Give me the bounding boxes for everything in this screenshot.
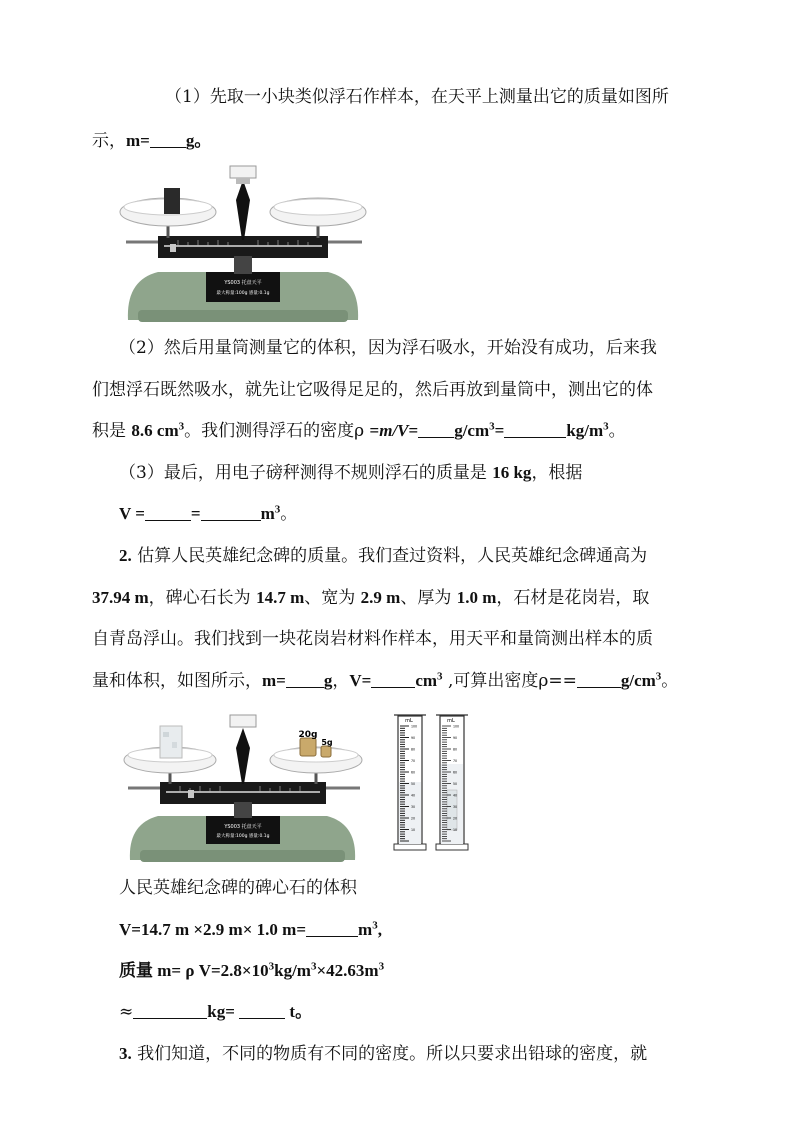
balance-nameplate <box>206 816 280 844</box>
calc-line2: V=14.7 m ×2.9 m× 1.0 $m= m^3$, <box>119 919 382 939</box>
calc-line1: 人民英雄纪念碑的碑心石的体积 <box>119 878 357 898</box>
weight-5g <box>321 746 331 757</box>
cylinder-right <box>436 715 468 850</box>
graduation-label: 50 <box>453 782 458 786</box>
graduation-label: 100 <box>411 724 418 729</box>
p2-line1: （2）然后用量筒测量它的体积，因为浮石吸水，开始没有成功，后来我 <box>119 338 657 358</box>
answer-blank[interactable] <box>504 421 566 438</box>
weight-20g <box>300 738 316 756</box>
answer-blank[interactable] <box>201 504 261 521</box>
svg-text:YS003 托盘天平: YS003 托盘天平 <box>224 824 262 830</box>
p2-line3: 积是 8.6 $cm^3$。我们测得浮石的密度$\rho =m/V= g/cm^3= kg/m^3$。 <box>92 420 626 441</box>
calc-line4: ≈ kg= t。 <box>119 1002 313 1022</box>
cylinder-left <box>394 715 426 850</box>
graduation-label: 80 <box>411 747 416 752</box>
answer-blank[interactable] <box>306 920 358 937</box>
graduation-label: 90 <box>411 736 416 740</box>
svg-text:mL: mL <box>447 718 455 724</box>
granite-sample <box>160 726 182 758</box>
answer-blank[interactable] <box>286 671 324 688</box>
answer-blank[interactable] <box>150 131 186 148</box>
balance-figure-1 <box>118 160 368 325</box>
graduation-label: 60 <box>411 770 416 775</box>
graduation-label: 70 <box>453 759 458 763</box>
balance-pointer <box>236 180 250 240</box>
svg-text:最大称量:100g 感量:0.1g: 最大称量:100g 感量:0.1g <box>216 291 270 296</box>
balance-nameplate <box>206 272 280 302</box>
graduation-label: 20 <box>453 816 458 821</box>
answer-blank[interactable] <box>133 1002 207 1019</box>
p3-line2: V = = $m^3$。 <box>119 503 298 524</box>
svg-text:YS003 托盘天平: YS003 托盘天平 <box>224 280 262 286</box>
graduation-label: 30 <box>453 805 458 809</box>
weight-label-20g: 20g <box>298 730 318 740</box>
p1-line2: 示，m= g。 <box>92 131 212 151</box>
svg-text:最大称量:100g 感量:0.1g: 最大称量:100g 感量:0.1g <box>216 834 270 839</box>
answer-blank[interactable] <box>418 421 454 438</box>
answer-blank[interactable] <box>239 1002 285 1019</box>
q2-line3: 自青岛浮山。我们找到一块花岗岩材料作样本，用天平和量筒测出样本的质 <box>92 629 653 649</box>
svg-text:mL: mL <box>405 718 413 724</box>
graduation-label: 10 <box>453 828 458 832</box>
graduation-label: 100 <box>453 724 460 729</box>
weight-label-5g: 5g <box>321 738 333 747</box>
graduation-label: 60 <box>453 770 458 775</box>
balance-beam <box>160 782 326 804</box>
balance-pointer <box>236 728 250 784</box>
pumice-sample <box>164 188 180 214</box>
q2-line4: 量和体积，如图所示，m= g，$V= cm^3$ ,可算出密度$\rho== g/cm^3$。 <box>92 670 679 691</box>
q2-line2: 37.94 m，碑心石长为 14.7 m、宽为 2.9 m、厚为 1.0 m，石材是花岗岩，取 <box>92 588 650 608</box>
graduation-label: 10 <box>411 828 416 832</box>
answer-blank[interactable] <box>577 671 621 688</box>
graduation-label: 40 <box>453 793 458 798</box>
p3-line1: （3）最后，用电子磅秤测得不规则浮石的质量是 16 kg，根据 <box>119 463 583 483</box>
graduation-label: 80 <box>453 747 458 752</box>
answer-blank[interactable] <box>145 504 191 521</box>
balance-figure-2 <box>120 712 365 864</box>
graduation-label: 30 <box>411 805 416 809</box>
q3-line1: 3. 我们知道，不同的物质有不同的密度。所以只要求出铅球的密度，就 <box>119 1044 648 1064</box>
graduation-label: 40 <box>411 793 416 798</box>
q2-line1: 2. 估算人民英雄纪念碑的质量。我们查过资料，人民英雄纪念碑通高为 <box>119 546 648 566</box>
graduation-label: 20 <box>411 816 416 821</box>
graduation-label: 50 <box>411 782 416 786</box>
measuring-cylinders <box>388 710 474 860</box>
graduation-label: 70 <box>411 759 416 763</box>
graduation-label: 90 <box>453 736 458 740</box>
calc-line3: 质量 m= ρ $V=2.8\times 10^3kg/m^3\times 42.63m^3$ <box>119 960 385 980</box>
p2-line2: 们想浮石既然吸水，就先让它吸得足足的，然后再放到量筒中，测出它的体 <box>92 380 653 400</box>
answer-blank[interactable] <box>371 671 415 688</box>
p1-line1: （1）先取一小块类似浮石作样本，在天平上测量出它的质量如图所 <box>165 87 669 107</box>
